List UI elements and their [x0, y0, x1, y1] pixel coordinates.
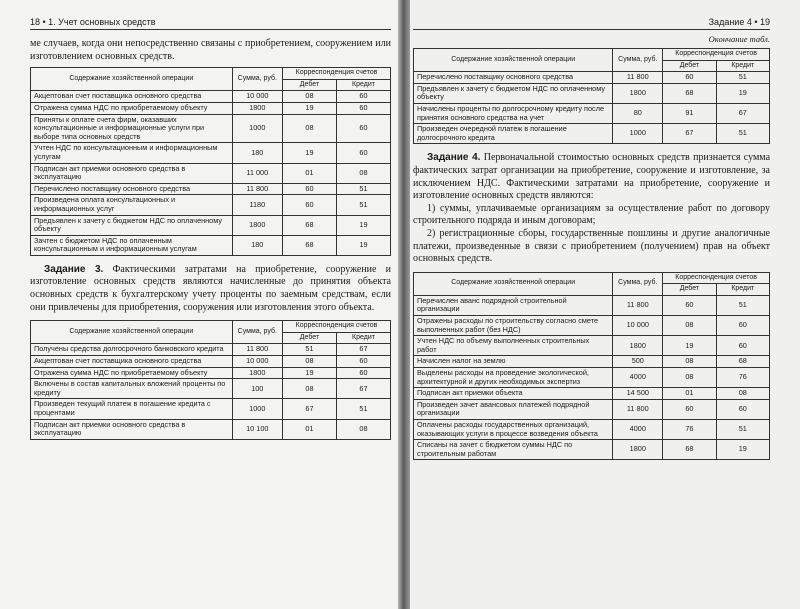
col-op-header: Содержание хозяйственной операции	[414, 49, 613, 72]
sum-cell: 11 800	[232, 183, 282, 195]
col-debit-header: Дебет	[663, 60, 716, 72]
debit-cell: 08	[282, 379, 336, 399]
operation-cell: Перечислено поставщику основного средства	[414, 72, 613, 84]
col-op-header: Содержание хозяйственной операции	[414, 272, 613, 295]
debit-cell: 60	[663, 399, 716, 419]
operation-cell: Оплачены расходы государственных организаций, оказывающих услуги в процессе возведения объекта	[414, 420, 613, 440]
debit-cell: 19	[282, 367, 336, 379]
sum-cell: 80	[613, 103, 663, 123]
sum-cell: 11 800	[232, 344, 282, 356]
sum-cell: 1800	[613, 440, 663, 460]
operation-cell: Предъявлен к зачету с бюджетом НДС по оплаченному объекту	[414, 83, 613, 103]
task3-title: Задание 3.	[44, 263, 104, 275]
credit-cell: 08	[336, 419, 390, 439]
operation-cell: Приняты к оплате счета фирм, оказавших консультационные и информационные услуги при выборе типа основных средств	[31, 114, 233, 143]
debit-cell: 60	[282, 195, 336, 215]
debit-cell: 19	[282, 143, 336, 163]
col-corr-header: Корреспонденция счетов	[663, 49, 770, 61]
table-row	[414, 124, 770, 144]
credit-cell: 19	[716, 440, 769, 460]
book-gutter-shadow	[398, 0, 410, 609]
table-row	[414, 83, 770, 103]
sum-cell: 500	[613, 356, 663, 368]
col-credit-header: Кредит	[716, 60, 769, 72]
credit-cell: 67	[336, 344, 390, 356]
table-3	[413, 48, 770, 144]
credit-cell: 08	[336, 163, 390, 183]
credit-cell: 51	[336, 183, 390, 195]
sum-cell: 11 800	[613, 72, 663, 84]
col-debit-header: Дебет	[663, 284, 716, 296]
credit-cell: 67	[336, 379, 390, 399]
table-4	[413, 272, 770, 461]
credit-cell: 67	[716, 103, 769, 123]
debit-cell: 60	[663, 295, 716, 315]
credit-cell: 19	[336, 235, 390, 255]
debit-cell: 60	[282, 183, 336, 195]
sum-cell: 4000	[613, 420, 663, 440]
operation-cell: Акцептован счет поставщика основного средства	[31, 91, 233, 103]
sum-cell: 180	[232, 235, 282, 255]
credit-cell: 60	[336, 114, 390, 143]
operation-cell: Подписан акт приемки объекта	[414, 388, 613, 400]
debit-cell: 68	[282, 235, 336, 255]
col-debit-header: Дебет	[282, 79, 336, 91]
table-row	[31, 102, 391, 114]
sum-cell: 1180	[232, 195, 282, 215]
credit-cell: 51	[716, 72, 769, 84]
table-row	[414, 103, 770, 123]
debit-cell: 67	[663, 124, 716, 144]
table-row	[31, 356, 391, 368]
table-row	[31, 215, 391, 235]
credit-cell: 60	[716, 399, 769, 419]
sum-cell: 1800	[613, 336, 663, 356]
sum-cell: 11 800	[613, 295, 663, 315]
sum-cell: 1000	[613, 124, 663, 144]
credit-cell: 60	[336, 367, 390, 379]
sum-cell: 1000	[232, 114, 282, 143]
task3-paragraph	[30, 264, 391, 314]
debit-cell: 68	[663, 83, 716, 103]
operation-cell: Акцептован счет поставщика основного средства	[31, 356, 233, 368]
credit-cell: 60	[716, 336, 769, 356]
credit-cell: 76	[716, 368, 769, 388]
credit-cell: 08	[716, 388, 769, 400]
operation-cell: Начислены проценты по долгосрочному кредиту после принятия основного средства на учет	[414, 103, 613, 123]
col-sum-header: Сумма, руб.	[613, 272, 663, 295]
task4-title: Задание 4.	[427, 152, 481, 164]
debit-cell: 19	[282, 102, 336, 114]
right-header-text: Задание 4 • 19	[708, 17, 770, 27]
table-row	[414, 72, 770, 84]
operation-cell: Начислен налог на землю	[414, 356, 613, 368]
credit-cell: 60	[336, 143, 390, 163]
left-running-header	[30, 9, 391, 30]
operation-cell: Отражена сумма НДС по приобретаемому объекту	[31, 367, 233, 379]
credit-cell: 60	[336, 102, 390, 114]
operation-cell: Произведен текущий платеж в погашение кредита с процентами	[31, 399, 233, 419]
sum-cell: 14 500	[613, 388, 663, 400]
table-row	[414, 388, 770, 400]
sum-cell: 11 000	[232, 163, 282, 183]
operation-cell: Перечислено поставщику основного средства	[31, 183, 233, 195]
debit-cell: 08	[282, 356, 336, 368]
debit-cell: 67	[282, 399, 336, 419]
sum-cell: 1800	[613, 83, 663, 103]
operation-cell: Отражена сумма НДС по приобретаемому объекту	[31, 102, 233, 114]
operation-cell: Произведена оплата консультационных и информационных услуг	[31, 195, 233, 215]
task4-item-2: 2) регистрационные сборы, государственные пошлины и другие аналогичные платежи, произведенные в связи с приобретением (получением) прав на объект основных средств.	[413, 227, 770, 265]
operation-cell: Подписан акт приемки основного средства в эксплуатацию	[31, 163, 233, 183]
credit-cell: 51	[716, 295, 769, 315]
credit-cell: 19	[336, 215, 390, 235]
col-debit-header: Дебет	[282, 332, 336, 344]
table-row	[31, 195, 391, 215]
table-row	[31, 183, 391, 195]
table-row	[414, 356, 770, 368]
table-row	[414, 336, 770, 356]
sum-cell: 1800	[232, 367, 282, 379]
col-sum-header: Сумма, руб.	[613, 49, 663, 72]
operation-cell: Произведен зачет авансовых платежей подрядной организации	[414, 399, 613, 419]
table-row	[31, 344, 391, 356]
col-credit-header: Кредит	[716, 284, 769, 296]
sum-cell: 10 000	[613, 316, 663, 336]
credit-cell: 60	[336, 91, 390, 103]
table-row	[414, 440, 770, 460]
operation-cell: Учтен НДС по объему выполненных строительных работ	[414, 336, 613, 356]
col-corr-header: Корреспонденция счетов	[282, 68, 390, 80]
col-op-header: Содержание хозяйственной операции	[31, 321, 233, 344]
sum-cell: 1800	[232, 215, 282, 235]
debit-cell: 01	[282, 419, 336, 439]
operation-cell: Отражены расходы по строительству согласно смете выполненных работ (без НДС)	[414, 316, 613, 336]
debit-cell: 08	[663, 316, 716, 336]
col-op-header: Содержание хозяйственной операции	[31, 68, 233, 91]
credit-cell: 51	[336, 399, 390, 419]
operation-cell: Предъявлен к зачету с бюджетом НДС по оплаченному объекту	[31, 215, 233, 235]
debit-cell: 08	[663, 356, 716, 368]
table-row	[31, 367, 391, 379]
table-row	[31, 399, 391, 419]
debit-cell: 01	[282, 163, 336, 183]
sum-cell: 100	[232, 379, 282, 399]
table-row	[31, 143, 391, 163]
table-row	[414, 295, 770, 315]
table-row	[31, 163, 391, 183]
right-running-header	[413, 9, 770, 30]
operation-cell: Списаны на зачет с бюджетом суммы НДС по строительным работам	[414, 440, 613, 460]
table-row	[414, 368, 770, 388]
col-corr-header: Корреспонденция счетов	[282, 321, 390, 333]
sum-cell: 11 800	[613, 399, 663, 419]
credit-cell: 51	[716, 420, 769, 440]
table-1	[30, 67, 391, 256]
table-row	[31, 235, 391, 255]
debit-cell: 68	[663, 440, 716, 460]
task4-paragraph	[413, 152, 770, 202]
operation-cell: Включены в состав капитальных вложений проценты по кредиту	[31, 379, 233, 399]
task4-text: Первоначальной стоимостью основных средств признается сумма фактических затрат организации на приобретение, сооружение и изготовление, за исключением НДС. Фактическими затратами на приобретение, сооружение и изготовление основных средств являются:	[413, 152, 771, 202]
debit-cell: 60	[663, 72, 716, 84]
debit-cell: 76	[663, 420, 716, 440]
credit-cell: 60	[716, 316, 769, 336]
col-sum-header: Сумма, руб.	[232, 68, 282, 91]
operation-cell: Зачтен с бюджетом НДС по оплаченным консультационным и информационным услугам	[31, 235, 233, 255]
credit-cell: 51	[716, 124, 769, 144]
debit-cell: 19	[663, 336, 716, 356]
sum-cell: 10 100	[232, 419, 282, 439]
operation-cell: Произведен очередной платеж в погашение долгосрочного кредита	[414, 124, 613, 144]
intro-paragraph: ме случаев, когда они непосредственно связаны с приобретением, сооружением или изготовлением основных средств.	[30, 38, 391, 62]
operation-cell: Перечислен аванс подрядной строительной организации	[414, 295, 613, 315]
debit-cell: 01	[663, 388, 716, 400]
sum-cell: 1800	[232, 102, 282, 114]
task3-text: Фактическими затратами на приобретение, сооружение и изготовление основных средств являются начисленные до принятия объекта основных средств к бухгалтерскому учету проценты по заемным средствам, если они привлечены для приобретения, сооружения или изготовления этого объекта.	[30, 263, 391, 313]
debit-cell: 68	[282, 215, 336, 235]
credit-cell: 68	[716, 356, 769, 368]
table-row	[414, 420, 770, 440]
table-row	[31, 114, 391, 143]
sum-cell: 1000	[232, 399, 282, 419]
sum-cell: 180	[232, 143, 282, 163]
debit-cell: 51	[282, 344, 336, 356]
col-corr-header: Корреспонденция счетов	[663, 272, 770, 284]
left-header-text: 18 • 1. Учет основных средств	[30, 17, 156, 27]
table-2	[30, 320, 391, 440]
debit-cell: 08	[663, 368, 716, 388]
operation-cell: Выделены расходы на проведение экологической, архитектурной и других необходимых экспертиз	[414, 368, 613, 388]
table-row	[414, 316, 770, 336]
debit-cell: 08	[282, 114, 336, 143]
table-row	[31, 419, 391, 439]
sum-cell: 10 000	[232, 356, 282, 368]
table-row	[414, 399, 770, 419]
table-row	[31, 379, 391, 399]
credit-cell: 19	[716, 83, 769, 103]
sum-cell: 4000	[613, 368, 663, 388]
operation-cell: Получены средства долгосрочного банковского кредита	[31, 344, 233, 356]
right-page	[403, 0, 800, 609]
sum-cell: 10 000	[232, 91, 282, 103]
table-row	[31, 91, 391, 103]
table-continuation-note: Окончание табл.	[708, 34, 770, 44]
col-sum-header: Сумма, руб.	[232, 321, 282, 344]
col-credit-header: Кредит	[336, 79, 390, 91]
debit-cell: 08	[282, 91, 336, 103]
col-credit-header: Кредит	[336, 332, 390, 344]
operation-cell: Учтен НДС по консультационным и информационным услугам	[31, 143, 233, 163]
task4-item-1: 1) суммы, уплачиваемые организациям за осуществление работ по договору строительного подряда и иным договорам;	[413, 202, 770, 227]
debit-cell: 91	[663, 103, 716, 123]
credit-cell: 60	[336, 356, 390, 368]
credit-cell: 51	[336, 195, 390, 215]
operation-cell: Подписан акт приемки основного средства в эксплуатацию	[31, 419, 233, 439]
